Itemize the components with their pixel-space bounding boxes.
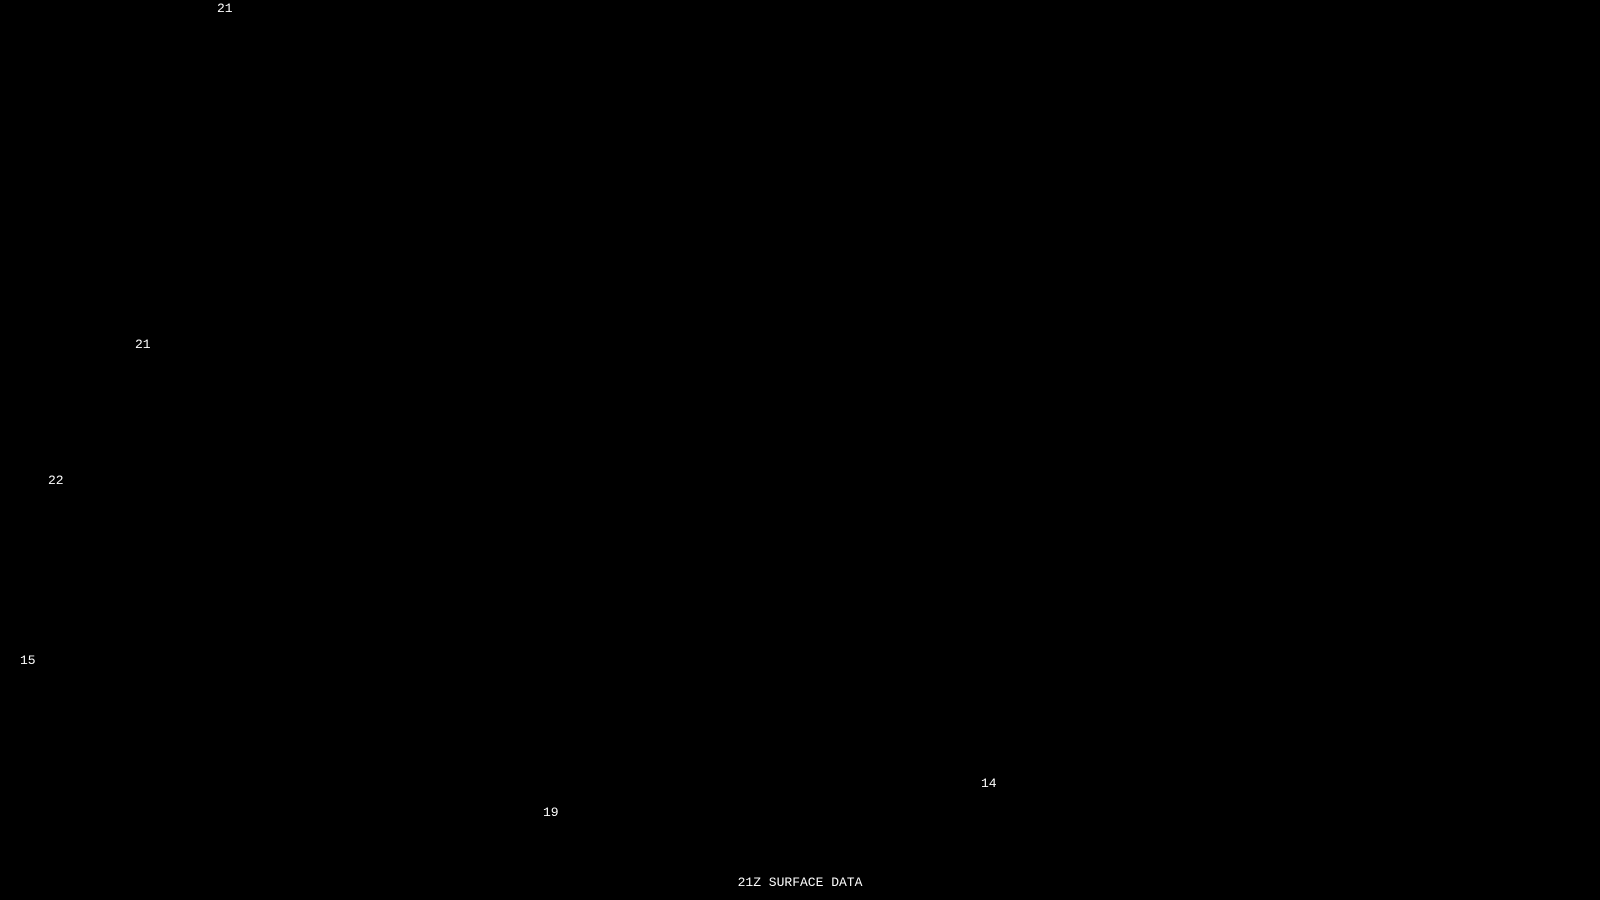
station-value: 22 bbox=[48, 473, 64, 488]
station-value: 19 bbox=[543, 805, 559, 820]
station-value: 21 bbox=[217, 1, 233, 16]
station-value: 21 bbox=[135, 337, 151, 352]
station-value: 15 bbox=[20, 653, 36, 668]
plot-title: 21Z SURFACE DATA bbox=[737, 875, 863, 890]
station-value: 14 bbox=[981, 776, 997, 791]
